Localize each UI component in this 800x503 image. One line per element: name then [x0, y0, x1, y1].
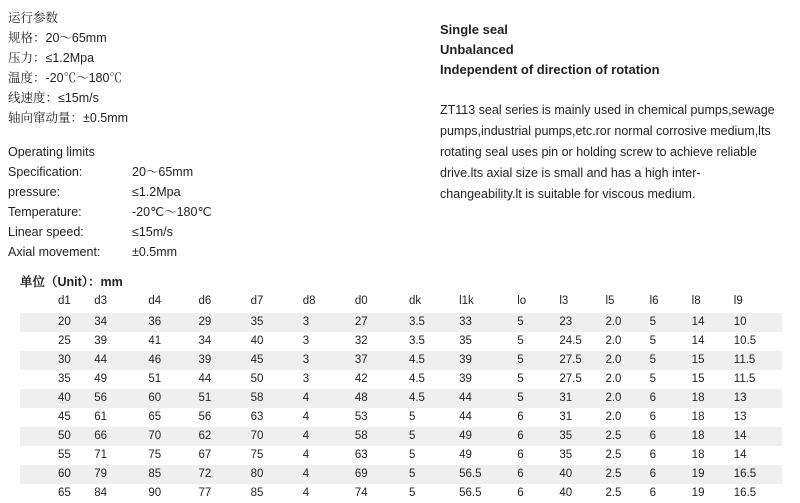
cell: 35 [250, 316, 264, 328]
spacer [8, 128, 408, 142]
cell: 84 [94, 487, 107, 499]
cell: 62 [198, 430, 212, 442]
cell: 42 [354, 373, 368, 385]
spec-item-cn: 规格：20～65mm [8, 31, 107, 45]
table-row [8, 162, 212, 182]
cell: 5 [408, 411, 416, 423]
cell: 18 [691, 411, 705, 423]
cell: 77 [198, 487, 212, 499]
column-header: l9 [734, 292, 782, 313]
cell: 60 [58, 468, 71, 480]
operating-limit-value: -20℃～180℃ [132, 205, 212, 219]
table-row [20, 332, 782, 351]
cell: 6 [517, 449, 524, 461]
cell: 55 [58, 449, 71, 461]
cell: 40 [559, 468, 573, 480]
cell: 5 [517, 373, 524, 385]
cell: 4 [302, 468, 310, 480]
cell: 5 [408, 487, 416, 499]
column-header: d8 [303, 292, 355, 313]
cell: 5 [408, 468, 416, 480]
operating-limit-value: ≤1.2Mpa [132, 185, 181, 199]
cell: 65 [58, 487, 71, 499]
cell: 48 [354, 392, 368, 404]
description-panel [440, 20, 780, 205]
cell: 51 [148, 373, 162, 385]
cell: 39 [459, 373, 472, 385]
cell: 40 [250, 335, 264, 347]
cell: 70 [250, 430, 264, 442]
table-row [20, 351, 782, 370]
operating-limit-label: Specification: [8, 165, 83, 179]
cell: 5 [649, 373, 656, 385]
cell: 56 [198, 411, 212, 423]
table-row [20, 427, 782, 446]
operating-limit-label: pressure: [8, 185, 61, 199]
spec-item-cn: 压力：≤1.2Mpa [8, 51, 95, 65]
cell: 44 [459, 392, 472, 404]
cell: 69 [354, 468, 368, 480]
cell: 49 [459, 449, 472, 461]
cell: 5 [408, 449, 416, 461]
cell: 44 [459, 411, 472, 423]
cell: 90 [148, 487, 162, 499]
cell: 6 [649, 411, 656, 423]
operating-limit-value: ≤15m/s [132, 225, 173, 239]
cell: 2.0 [605, 392, 622, 404]
cell: 6 [517, 487, 524, 499]
column-header: d4 [148, 292, 198, 313]
cell: 2.5 [605, 449, 622, 461]
cell: 75 [250, 449, 264, 461]
column-header: d7 [251, 292, 303, 313]
cell: 13 [733, 411, 747, 423]
cell: 63 [250, 411, 264, 423]
cell: 19 [691, 487, 705, 499]
cell: 49 [94, 373, 107, 385]
cell: 5 [408, 430, 416, 442]
cell: 5 [649, 335, 656, 347]
cell: 6 [517, 411, 524, 423]
cell: 4.5 [408, 392, 425, 404]
cell: 10 [733, 316, 747, 328]
cell: 5 [517, 392, 524, 404]
cell: 58 [354, 430, 368, 442]
cell: 11.5 [733, 373, 756, 385]
cell: 15 [691, 373, 705, 385]
cell: 11.5 [733, 354, 756, 366]
specifications-panel [8, 8, 408, 262]
cell: 14 [691, 335, 705, 347]
cell: 58 [250, 392, 264, 404]
cell: 56.5 [459, 468, 482, 480]
cell: 6 [517, 468, 524, 480]
cell: 19 [691, 468, 705, 480]
table-row [20, 408, 782, 427]
dimension-table-body [20, 313, 782, 503]
cell: 2.5 [605, 487, 622, 499]
cell: 33 [459, 316, 472, 328]
operating-limit-label: Linear speed: [8, 225, 84, 239]
cell: 23 [559, 316, 573, 328]
spec-item-cn: 温度：-20℃～180℃ [8, 71, 122, 85]
cell: 36 [148, 316, 162, 328]
table-row [20, 370, 782, 389]
spec-item-cn: 轴向窜动量：±0.5mm [8, 111, 129, 125]
cell: 10.5 [733, 335, 757, 347]
cell: 34 [198, 335, 212, 347]
cell: 53 [354, 411, 368, 423]
cell: 71 [94, 449, 107, 461]
dimension-table [20, 292, 782, 503]
cell: 63 [354, 449, 368, 461]
spec-title-cn: 运行参数 [8, 11, 59, 25]
cell: 18 [691, 430, 705, 442]
cell: 46 [148, 354, 162, 366]
cell: 60 [148, 392, 162, 404]
operating-limits-table [8, 162, 212, 262]
cell: 14 [733, 449, 747, 461]
cell: 66 [94, 430, 107, 442]
cell: 41 [148, 335, 162, 347]
cell: 6 [649, 392, 656, 404]
column-header: d1 [20, 292, 94, 313]
cell: 31 [559, 392, 573, 404]
cell: 6 [649, 449, 656, 461]
cell: 35 [459, 335, 472, 347]
table-row [20, 446, 782, 465]
cell: 80 [250, 468, 264, 480]
cell: 79 [94, 468, 107, 480]
table-row [20, 313, 782, 332]
column-header: dk [409, 292, 459, 313]
column-header: d6 [198, 292, 250, 313]
column-header: l3 [559, 292, 605, 313]
cell: 3 [302, 373, 310, 385]
cell: 39 [198, 354, 212, 366]
cell: 4 [302, 430, 310, 442]
column-header: d0 [355, 292, 409, 313]
cell: 65 [148, 411, 162, 423]
operating-limit-value: ±0.5mm [132, 245, 178, 259]
cell: 40 [559, 487, 573, 499]
cell: 6 [649, 430, 656, 442]
cell: 5 [517, 335, 524, 347]
cell: 32 [354, 335, 368, 347]
cell: 35 [559, 430, 573, 442]
cell: 6 [649, 487, 656, 499]
headline-rotation: Independent of direction of rotation [440, 62, 660, 77]
operating-limits-title: Operating limits [8, 145, 95, 159]
cell: 44 [94, 354, 107, 366]
cell: 34 [94, 316, 107, 328]
cell: 5 [649, 316, 656, 328]
cell: 6 [517, 430, 524, 442]
cell: 3.5 [408, 335, 425, 347]
cell: 37 [354, 354, 368, 366]
table-row [8, 202, 212, 222]
cell: 56 [94, 392, 107, 404]
cell: 4.5 [408, 354, 425, 366]
cell: 25 [58, 335, 71, 347]
cell: 5 [649, 354, 656, 366]
cell: 16.5 [733, 468, 757, 480]
cell: 75 [148, 449, 162, 461]
cell: 35 [58, 373, 71, 385]
cell: 2.5 [605, 468, 622, 480]
cell: 49 [459, 430, 472, 442]
cell: 85 [250, 487, 264, 499]
cell: 39 [459, 354, 472, 366]
cell: 4 [302, 392, 310, 404]
operating-limit-label: Temperature: [8, 205, 82, 219]
operating-limit-value: 20～65mm [132, 165, 194, 179]
cell: 50 [58, 430, 71, 442]
cell: 6 [649, 468, 656, 480]
cell: 14 [691, 316, 705, 328]
table-row [20, 484, 782, 503]
cell: 5 [517, 316, 524, 328]
cell: 51 [198, 392, 212, 404]
unit-caption: 单位（Unit）：mm [20, 275, 123, 289]
cell: 4 [302, 449, 310, 461]
cell: 2.5 [605, 430, 622, 442]
cell: 45 [58, 411, 71, 423]
cell: 40 [58, 392, 71, 404]
cell: 39 [94, 335, 107, 347]
table-row [8, 182, 212, 202]
cell: 2.0 [605, 411, 622, 423]
cell: 50 [250, 373, 264, 385]
cell: 4 [302, 487, 310, 499]
cell: 67 [198, 449, 212, 461]
cell: 27 [354, 316, 368, 328]
table-row [20, 465, 782, 484]
column-header: lo [517, 292, 559, 313]
cell: 2.0 [605, 316, 622, 328]
dimension-table-wrapper [20, 292, 782, 503]
column-header: l6 [650, 292, 692, 313]
cell: 18 [691, 392, 705, 404]
cell: 15 [691, 354, 705, 366]
cell: 74 [354, 487, 368, 499]
cell: 72 [198, 468, 212, 480]
cell: 31 [559, 411, 573, 423]
cell: 35 [559, 449, 573, 461]
cell: 45 [250, 354, 264, 366]
column-header: l1k [459, 292, 517, 313]
cell: 16.5 [733, 487, 757, 499]
cell: 30 [58, 354, 71, 366]
spec-item-cn: 线速度：≤15m/s [8, 91, 99, 105]
cell: 5 [517, 354, 524, 366]
spec-list-cn [8, 28, 408, 128]
cell: 3 [302, 354, 310, 366]
headline-balance: Unbalanced [440, 42, 514, 57]
cell: 27.5 [559, 373, 582, 385]
table-row [20, 389, 782, 408]
column-header: l8 [692, 292, 734, 313]
table-row [8, 242, 212, 262]
cell: 2.0 [605, 354, 622, 366]
table-row [8, 222, 212, 242]
cell: 61 [94, 411, 107, 423]
cell: 27.5 [559, 354, 582, 366]
cell: 29 [198, 316, 212, 328]
cell: 44 [198, 373, 212, 385]
cell: 2.0 [605, 335, 622, 347]
cell: 24.5 [559, 335, 582, 347]
cell: 2.0 [605, 373, 622, 385]
cell: 3.5 [408, 316, 425, 328]
cell: 20 [58, 316, 71, 328]
column-header: l5 [605, 292, 649, 313]
cell: 4.5 [408, 373, 425, 385]
cell: 56.5 [459, 487, 482, 499]
cell: 3 [302, 335, 310, 347]
cell: 3 [302, 316, 310, 328]
cell: 4 [302, 411, 310, 423]
cell: 85 [148, 468, 162, 480]
headline-seal-type: Single seal [440, 22, 508, 37]
description-text: ZT113 seal series is mainly used in chemical pumps,sewage pumps,industrial pumps,etc.ror normal corrosive medium,lts rotating seal uses pin or holding screw to achieve reliable drive.lts axial size is small and has a high inter-changeability.lt is suitable for viscous medium. [440, 103, 775, 201]
operating-limit-label: Axial movement: [8, 245, 101, 259]
cell: 13 [733, 392, 747, 404]
table-header-row [20, 292, 782, 313]
cell: 18 [691, 449, 705, 461]
cell: 14 [733, 430, 747, 442]
cell: 70 [148, 430, 162, 442]
column-header: d3 [94, 292, 148, 313]
